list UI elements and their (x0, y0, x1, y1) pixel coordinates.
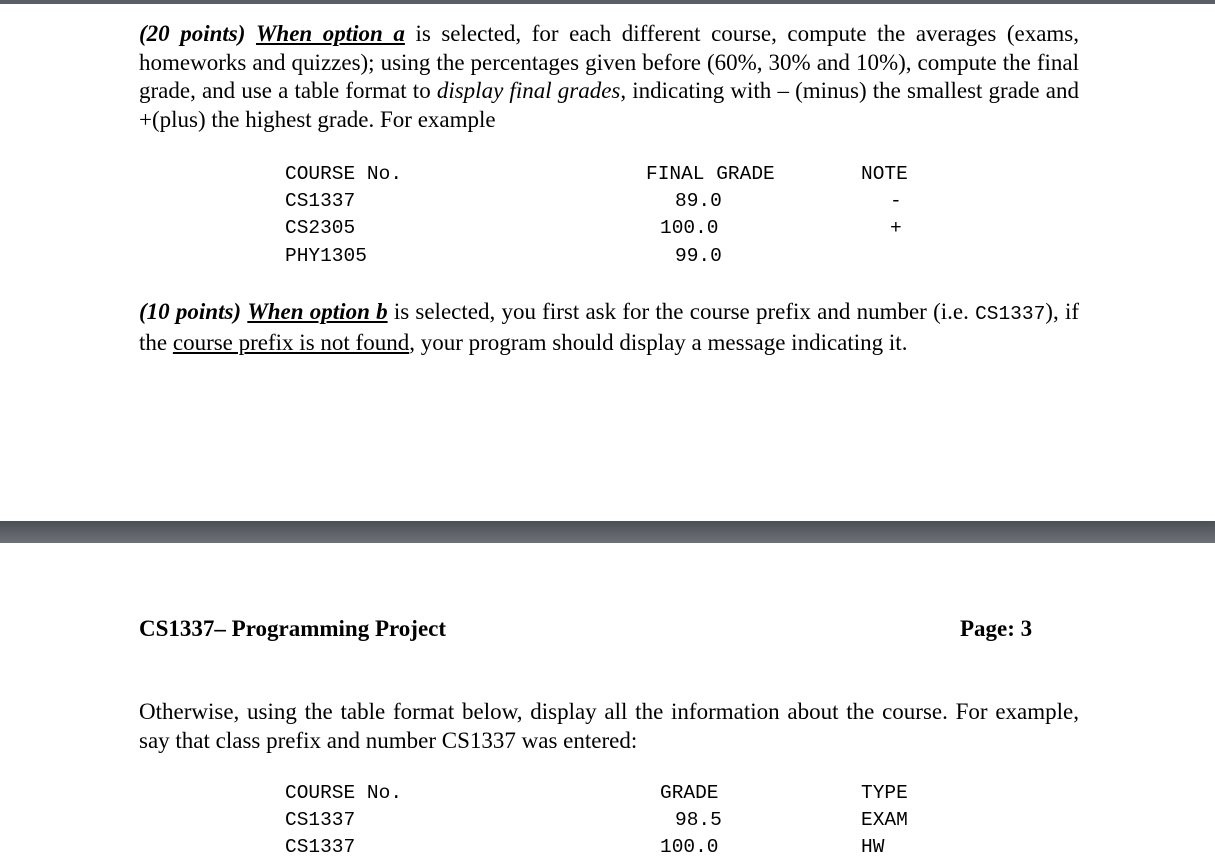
table2-cell-grade: 98.5 (675, 809, 722, 831)
option-b-phrase: When option b (247, 299, 388, 324)
table1-cell-course: CS2305 (285, 217, 356, 239)
table1-cell-note: + (890, 217, 902, 239)
table-row (0, 190, 1215, 217)
table2-cell-type: EXAM (861, 809, 908, 831)
page-number: Page: 3 (960, 616, 1033, 641)
table1-cell-grade: 100.0 (660, 217, 719, 239)
top-page-edge (0, 0, 1215, 4)
table2-header-grade: GRADE (660, 782, 719, 804)
table1-cell-note: - (890, 190, 902, 212)
option-b-text-3: , your program should display a message indicating it. (409, 329, 908, 355)
course-code-example: CS1337 (975, 303, 1046, 325)
points-label-b: (10 points) (139, 299, 242, 324)
table2-cell-grade: 100.0 (660, 836, 719, 858)
table1-cell-grade: 99.0 (675, 245, 722, 267)
table1-header-course: COURSE No. (285, 163, 403, 185)
page-separator (0, 521, 1215, 543)
table-row (0, 245, 1215, 272)
table2-header-course: COURSE No. (285, 782, 403, 804)
table-row (0, 217, 1215, 244)
table1-header-row (0, 163, 1215, 190)
table-row (0, 809, 1215, 836)
table1-header-grade: FINAL GRADE (646, 163, 775, 185)
paragraph-otherwise: Otherwise, using the table format below, display all the information about the course. For example, say that class prefix and number CS1337 was entered: (139, 699, 1079, 753)
option-a-text-2: , indicating with – (minus) the smallest grade and +(plus) the highest grade. For example (139, 78, 1079, 132)
option-a-text-1: is selected, for each different course, compute the averages (exams, homeworks and quizzes); using the percentages given before (60%, 30% and 10%), compute the final grade, and use a table format to (139, 21, 1080, 103)
option-b-text-2: ), if the (139, 299, 1079, 355)
table2-cell-course: CS1337 (285, 809, 356, 831)
table1-header-note: NOTE (861, 163, 908, 185)
table2-header-type: TYPE (861, 782, 908, 804)
table2-cell-type: HW (861, 836, 885, 858)
table-row (0, 836, 1215, 863)
option-a-emphasis: display final grades (436, 78, 621, 103)
table2-header-row (0, 782, 1215, 809)
paragraph-option-b (139, 298, 1079, 357)
table1-cell-course: CS1337 (285, 190, 356, 212)
table1-cell-course: PHY1305 (285, 245, 367, 267)
table2-cell-course: CS1337 (285, 836, 356, 858)
not-found-phrase: course prefix is not found (172, 329, 410, 355)
table1-cell-grade: 89.0 (675, 190, 722, 212)
option-a-phrase: When option a (255, 21, 405, 46)
page-header-title: CS1337– Programming Project (139, 616, 447, 641)
points-label-a: (20 points) (139, 21, 246, 46)
option-b-text-1: is selected, you first ask for the course prefix and number (i.e. (387, 299, 976, 324)
paragraph-option-a (139, 20, 1079, 134)
